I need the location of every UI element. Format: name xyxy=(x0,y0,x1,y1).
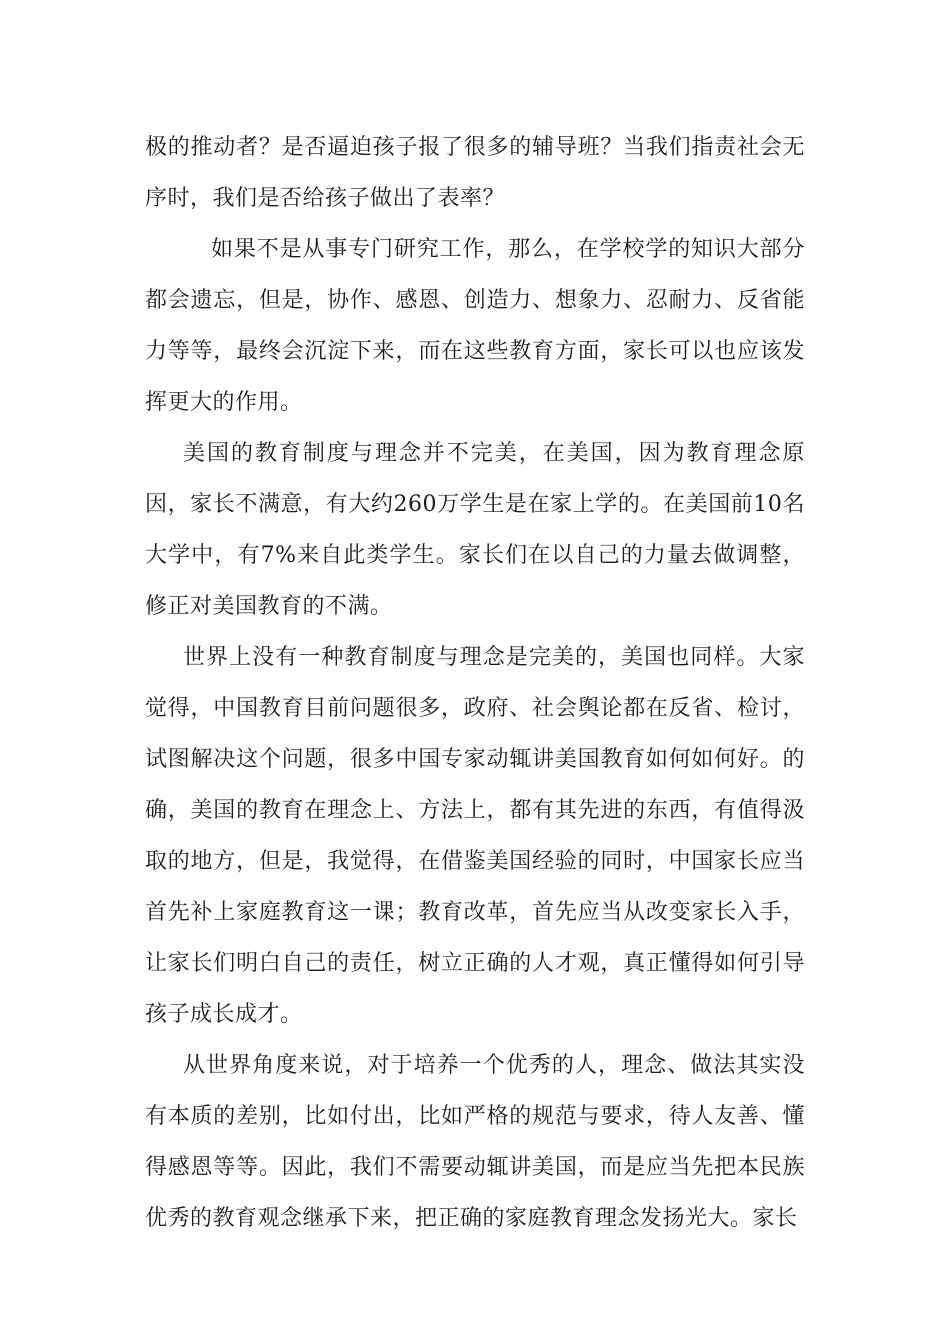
paragraph-knowledge: 如果不是从事专门研究工作，那么，在学校学的知识大部分都会遗忘，但是，协作、感恩、创造力、想象力、忍耐力、反省能力等等，最终会沉淀下来，而在这些教育方面，家长可以也应该发挥更大的作用。 xyxy=(145,237,805,415)
paragraph-global-perspective: 从世界角度来说，对于培养一个优秀的人，理念、做法其实没有本质的差别，比如付出，比如严格的规范与要求，待人友善、懂得感恩等等。因此，我们不需要动辄讲美国，而是应当先把本民族优秀的教育观念继承下来，把正确的家庭教育理念发扬光大。家长 xyxy=(145,1053,805,1231)
document-body xyxy=(145,122,805,1244)
paragraph-world-education: 世界上没有一种教育制度与理念是完美的，美国也同样。大家觉得，中国教育目前问题很多，政府、社会舆论都在反省、检讨，试图解决这个问题，很多中国专家动辄讲美国教育如何如何好。的确，美国的教育在理念上、方法上，都有其先进的东西，有值得汲取的地方，但是，我觉得，在借鉴美国经验的同时，中国家长应当首先补上家庭教育这一课；教育改革，首先应当从改变家长入手，让家长们明白自己的责任，树立正确的人才观，真正懂得如何引导孩子成长成才。 xyxy=(145,645,805,1027)
paragraph-continuation: 极的推动者？是否逼迫孩子报了很多的辅导班？当我们指责社会无序时，我们是否给孩子做出了表率？ xyxy=(145,135,805,211)
paragraph-us-education: 美国的教育制度与理念并不完美，在美国，因为教育理念原因，家长不满意，有大约260万学生是在家上学的。在美国前10名大学中，有7%来自此类学生。家长们在以自己的力量去做调整，修正对美国教育的不满。 xyxy=(145,441,805,619)
